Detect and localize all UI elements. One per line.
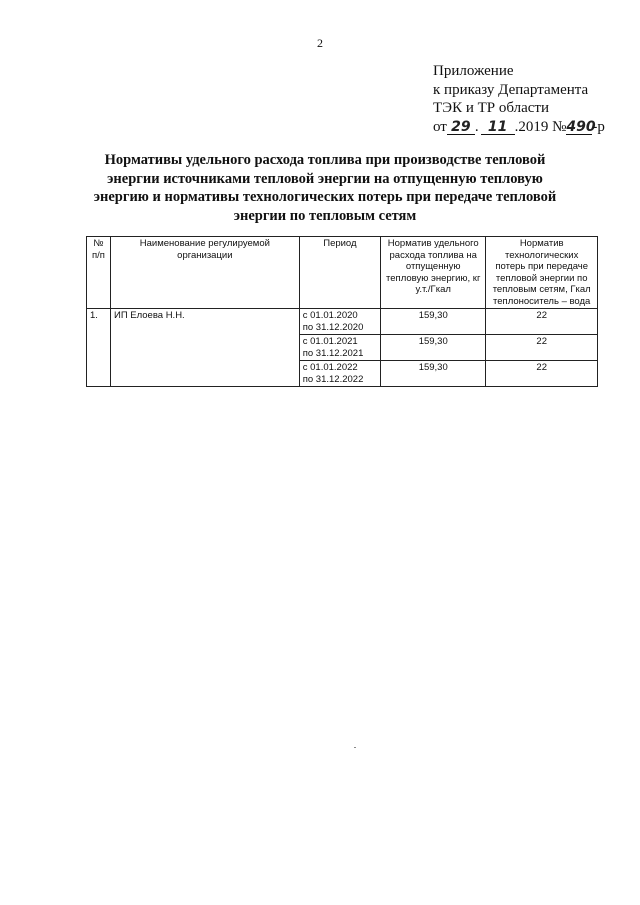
order-number-handwritten: 490 [566, 118, 596, 135]
table-header-row [87, 237, 598, 309]
appendix-line-3: ТЭК и ТР области [433, 100, 549, 116]
scan-speck [354, 747, 356, 748]
title-line-3: энергию и нормативы технологических потерь при передаче тепловой [93, 189, 557, 205]
cell-loss-norm: 22 [486, 361, 598, 387]
cell-period [299, 309, 380, 335]
header-num: № п/п [87, 237, 111, 309]
cell-org-name: ИП Елоева Н.Н. [110, 309, 299, 387]
title-line-2: энергии источниками тепловой энергии на отпущенную тепловую [107, 170, 543, 187]
cell-period [299, 361, 380, 387]
date-year: .2019 № [514, 118, 567, 135]
date-month-handwritten: 11 [481, 120, 515, 135]
appendix-line-1: Приложение [433, 63, 514, 79]
cell-loss-norm: 22 [486, 309, 598, 335]
period-to: по 31.12.2020 [302, 321, 364, 333]
period-from: с 01.01.2022 [302, 362, 358, 373]
period-to: по 31.12.2022 [302, 373, 364, 385]
header-loss-norm: Норматив технологических потерь при передаче тепловой энергии по тепловым сетям, Гкал теплоноситель – вода [486, 237, 598, 309]
norms-table [86, 236, 598, 387]
table-row [87, 309, 598, 335]
order-suffix: -р [592, 118, 605, 135]
appendix-date-line: от 29 . 11 .2019 №490-р [433, 118, 605, 135]
appendix-block [433, 62, 605, 136]
period-from: с 01.01.2021 [302, 336, 358, 347]
date-day-handwritten: 29 [447, 120, 475, 135]
period-to: по 31.12.2021 [302, 347, 364, 359]
period-from: с 01.01.2020 [302, 310, 358, 321]
cell-period [299, 335, 380, 361]
cell-fuel-norm: 159,30 [381, 335, 486, 361]
title-line-4: энергии по тепловым сетям [233, 207, 417, 224]
title-line-1: Нормативы удельного расхода топлива при производстве тепловой [104, 152, 546, 168]
header-org: Наименование регулируемой организации [110, 237, 299, 309]
appendix-line-2: к приказу Департамента [433, 81, 589, 98]
date-prefix: от [433, 118, 447, 135]
header-period: Период [299, 237, 380, 309]
cell-fuel-norm: 159,30 [381, 361, 486, 387]
document-title [80, 151, 570, 225]
cell-fuel-norm: 159,30 [381, 309, 486, 335]
cell-num: 1. [87, 309, 111, 387]
header-fuel-norm: Норматив удельного расхода топлива на отпущенную тепловую энергию, кг у.т./Гкал [381, 237, 486, 309]
cell-loss-norm: 22 [486, 335, 598, 361]
page-number: 2 [317, 36, 323, 50]
